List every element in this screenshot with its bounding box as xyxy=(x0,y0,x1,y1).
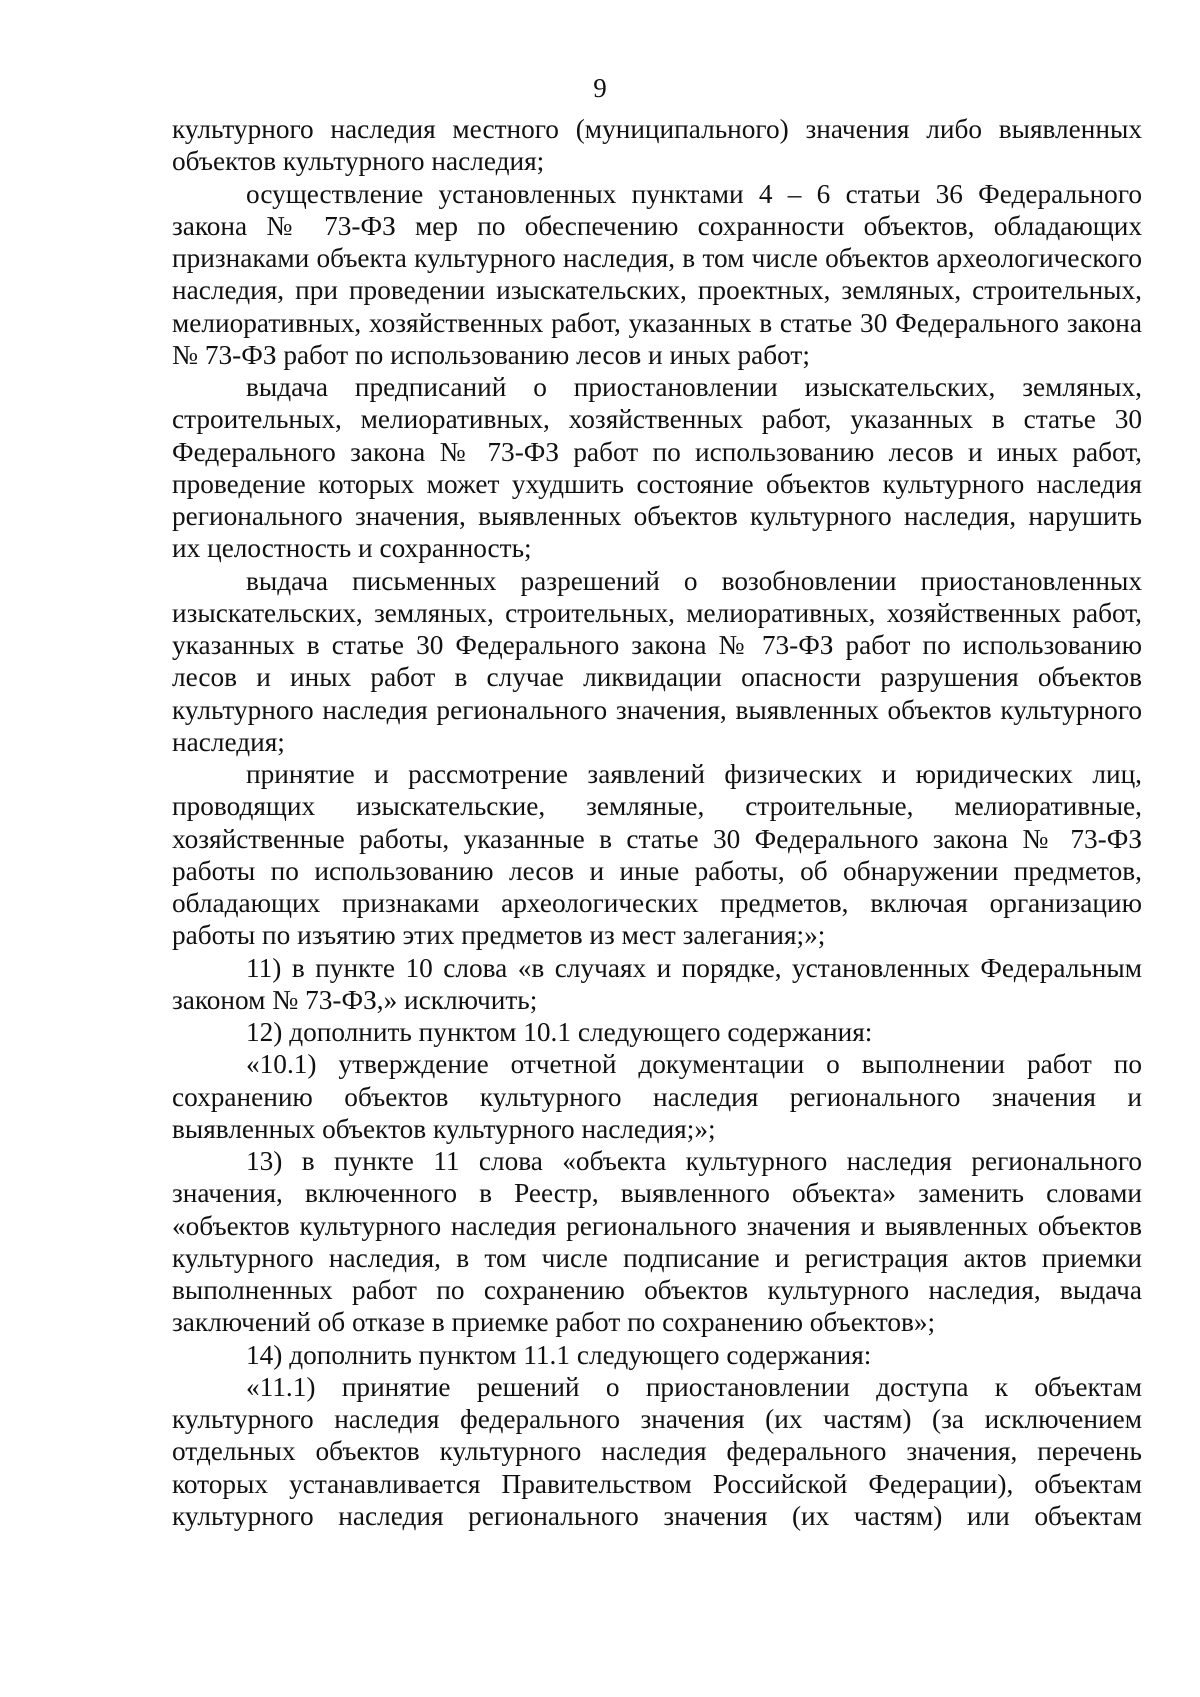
paragraph-item-10-1: «10.1) утверждение отчетной документации о выполнении работ по сохранению объектов культурного наследия регионального значения и выявленных объектов культурного наследия;»; xyxy=(172,1049,1142,1144)
paragraph-item-13: 13) в пункте 11 слова «объекта культурного наследия регионального значения, включенного в Реестр, выявленного объекта» заменить словами «объектов культурного наследия регионального значения и выявленных объектов культурного наследия, в том числе подписание и регистрация актов приемки выполненных работ по сохранению объектов культурного наследия, выдача заключений об отказе в приемке работ по сохранению объектов»; xyxy=(172,1146,1142,1338)
paragraph-preservation-measures: осуществление установленных пунктами 4 – 6 статьи 36 Федерального закона № 73-ФЗ мер по обеспечению сохранности объектов, обладающих признаками объекта культурного наследия, в том числе объектов археологического наследия, при проведении изыскательских, проектных, земляных, строительных, мелиоративных, хозяйственных работ, указанных в статье 30 Федерального закона № 73-ФЗ работ по использованию лесов и иных работ; xyxy=(172,178,1142,370)
document-body xyxy=(172,113,1142,1532)
paragraph-item-14: 14) дополнить пунктом 11.1 следующего содержания: xyxy=(246,1339,872,1370)
page-number: 9 xyxy=(593,73,607,103)
paragraph-suspension-orders: выдача предписаний о приостановлении изыскательских, земляных, строительных, мелиоративных, хозяйственных работ, указанных в статье 30 Федерального закона № 73-ФЗ работ по использованию лесов и иных работ, проведение которых может ухудшить состояние объектов культурного наследия регионального значения, выявленных объектов культурного наследия, нарушить их целостность и сохранность; xyxy=(172,372,1142,564)
paragraph-continuation: культурного наследия местного (муниципального) значения либо выявленных объектов культурного наследия; xyxy=(172,114,1142,177)
paragraph-resumption-permits: выдача письменных разрешений о возобновлении приостановленных изыскательских, земляных, строительных, мелиоративных, хозяйственных работ, указанных в статье 30 Федерального закона № 73-ФЗ работ по использованию лесов и иных работ в случае ликвидации опасности разрушения объектов культурного наследия регионального значения, выявленных объектов культурного наследия; xyxy=(172,565,1142,757)
paragraph-item-11-1: «11.1) принятие решений о приостановлении доступа к объектам культурного наследия федерального значения (их частям) (за исключением отдельных объектов культурного наследия федерального значения, перечень которых устанавливается Правительством Российской Федерации), объектам культурного наследия регионального значения (их частям) или объектам xyxy=(172,1371,1142,1531)
paragraph-item-11: 11) в пункте 10 слова «в случаях и порядке, установленных Федеральным законом № 73-ФЗ,» исключить; xyxy=(172,952,1142,1015)
paragraph-archaeological-findings: принятие и рассмотрение заявлений физических и юридических лиц, проводящих изыскательские, земляные, строительные, мелиоративные, хозяйственные работы, указанные в статье 30 Федерального закона № 73-ФЗ работы по использованию лесов и иные работы, об обнаружении предметов, обладающих признаками археологических предметов, включая организацию работы по изъятию этих предметов из мест залегания;»; xyxy=(172,759,1142,951)
paragraph-item-12: 12) дополнить пунктом 10.1 следующего содержания: xyxy=(246,1017,873,1047)
